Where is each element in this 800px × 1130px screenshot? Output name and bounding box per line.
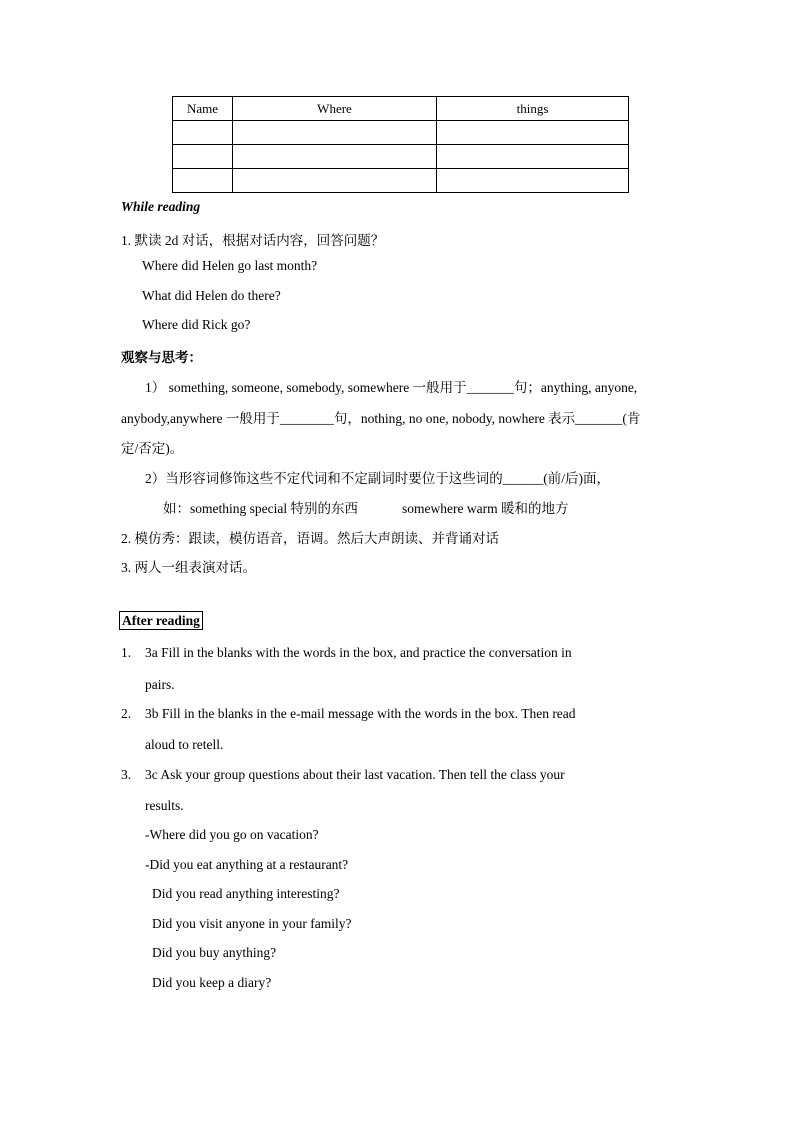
info-table <box>172 96 629 193</box>
table-cell[interactable] <box>173 145 233 169</box>
after-item-2-line-2: aloud to retell. <box>145 737 224 752</box>
vacation-question: Did you keep a diary? <box>152 975 272 990</box>
vacation-question: Did you buy anything? <box>152 945 277 960</box>
after-item-2-line-1: 3b Fill in the blanks in the e-mail message with the words in the box. Then read <box>145 706 576 721</box>
vacation-question: Did you visit anyone in your family? <box>152 916 352 931</box>
while-reading-heading: While reading <box>121 199 201 214</box>
example-2: somewhere warm 暖和的地方 <box>402 501 569 516</box>
list-number: 3. <box>121 767 132 782</box>
while-reading-item-1: 1. 默读 2d 对话，根据对话内容，回答问题？ <box>121 233 385 248</box>
table-cell[interactable] <box>233 121 437 145</box>
table-cell[interactable] <box>233 169 437 193</box>
vacation-question: -Where did you go on vacation? <box>145 827 319 842</box>
question-line: Where did Helen go last month? <box>142 258 318 273</box>
while-reading-item-2: 2. 模仿秀：跟读，模仿语音，语调。然后大声朗读、并背诵对话 <box>121 531 499 546</box>
table-header-things: things <box>437 97 629 121</box>
table-cell[interactable] <box>173 169 233 193</box>
question-line: What did Helen do there? <box>142 288 281 303</box>
after-reading-label: After reading <box>119 611 203 630</box>
observation-1-line-3: 定/否定)。 <box>121 441 184 456</box>
after-item-1-line-2: pairs. <box>145 677 175 692</box>
table-cell[interactable] <box>173 121 233 145</box>
question-line: Where did Rick go? <box>142 317 251 332</box>
vacation-question: Did you read anything interesting? <box>152 886 340 901</box>
table-header-name: Name <box>173 97 233 121</box>
table-row <box>173 169 629 193</box>
table-header-where: Where <box>233 97 437 121</box>
after-item-1-line-1: 3a Fill in the blanks with the words in the box, and practice the conversation in <box>145 645 572 660</box>
table-cell[interactable] <box>437 145 629 169</box>
table-row <box>173 145 629 169</box>
observation-2: 2）当形容词修饰这些不定代词和不定副词时要位于这些词的______(前/后)面， <box>145 471 610 486</box>
table-cell[interactable] <box>437 121 629 145</box>
vacation-question: -Did you eat anything at a restaurant? <box>145 857 349 872</box>
table-cell[interactable] <box>437 169 629 193</box>
example-1: 如：something special 特别的东西 <box>163 501 358 516</box>
list-number: 2. <box>121 706 132 721</box>
table-cell[interactable] <box>233 145 437 169</box>
after-item-3-line-2: results. <box>145 798 184 813</box>
after-reading-heading <box>119 613 203 629</box>
table-header-row <box>173 97 629 121</box>
observe-heading: 观察与思考： <box>121 350 202 365</box>
while-reading-item-3: 3. 两人一组表演对话。 <box>121 560 256 575</box>
observation-1-line-2: anybody,anywhere 一般用于________句，nothing, no one, nobody, nowhere 表示_______(肯 <box>121 411 641 426</box>
table-row <box>173 121 629 145</box>
observation-1-line-1: 1） something, someone, somebody, somewhere 一般用于_______句；anything, anyone, <box>145 380 638 395</box>
after-item-3-line-1: 3c Ask your group questions about their last vacation. Then tell the class your <box>145 767 565 782</box>
list-number: 1. <box>121 645 132 660</box>
